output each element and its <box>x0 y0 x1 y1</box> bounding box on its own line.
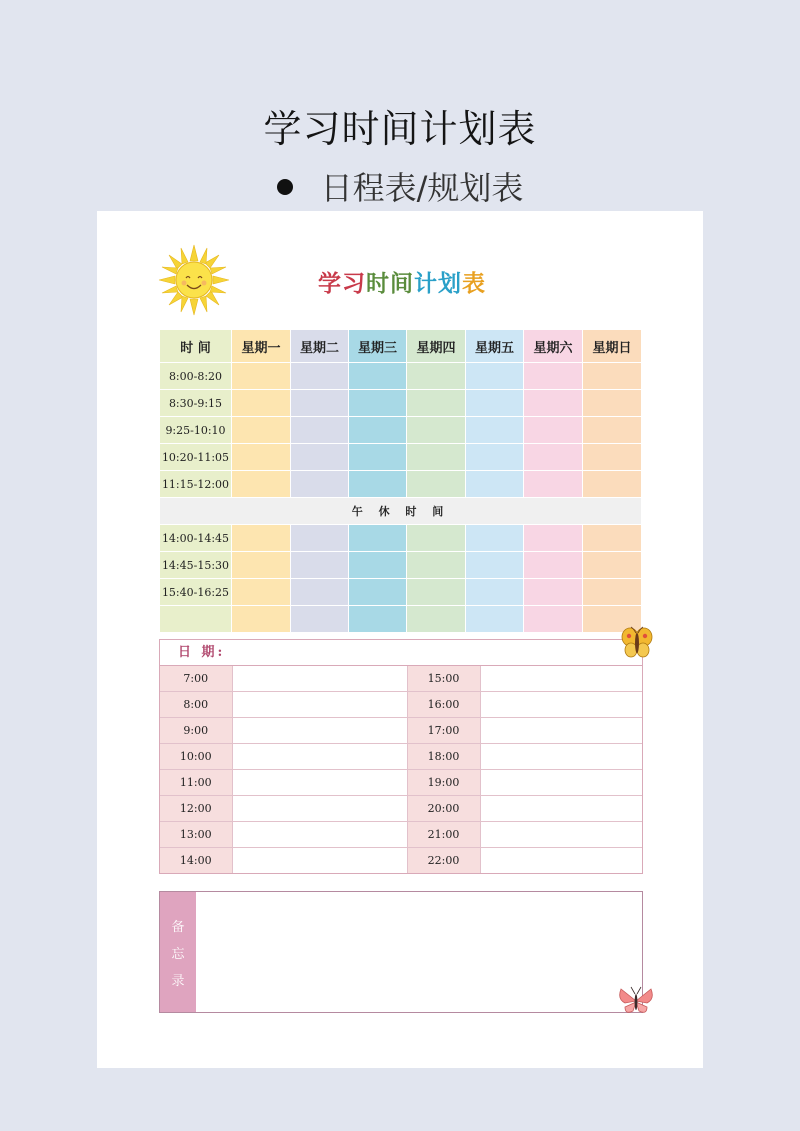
memo-label-char: 备 <box>171 919 185 935</box>
document-title <box>277 265 527 298</box>
table-row <box>160 666 642 692</box>
entry-cell[interactable] <box>232 848 407 874</box>
date-label: 日 期: <box>160 640 642 666</box>
title-part: 学习 <box>318 270 366 297</box>
schedule-cell[interactable] <box>291 471 349 498</box>
column-header: 时 间 <box>160 330 232 363</box>
schedule-cell[interactable] <box>524 552 583 579</box>
entry-cell[interactable] <box>232 796 407 822</box>
butterfly-icon <box>617 983 655 1019</box>
schedule-cell[interactable] <box>349 525 407 552</box>
column-header: 星期日 <box>583 330 642 363</box>
title-part: 计划 <box>414 270 462 297</box>
schedule-cell[interactable] <box>583 417 642 444</box>
time-cell: 15:00 <box>407 666 480 692</box>
lunch-break-row <box>160 498 642 525</box>
entry-cell[interactable] <box>480 744 642 770</box>
schedule-cell[interactable] <box>349 390 407 417</box>
schedule-cell[interactable] <box>466 606 524 633</box>
schedule-cell[interactable] <box>407 417 466 444</box>
bullet-icon <box>277 179 293 195</box>
schedule-cell[interactable] <box>407 444 466 471</box>
memo-label-char: 录 <box>171 973 185 989</box>
schedule-cell[interactable] <box>349 606 407 633</box>
time-cell: 11:15-12:00 <box>160 471 232 498</box>
column-header: 星期一 <box>232 330 291 363</box>
schedule-cell[interactable] <box>466 471 524 498</box>
time-cell: 22:00 <box>407 848 480 874</box>
table-row <box>160 552 642 579</box>
table-row <box>160 848 642 874</box>
entry-cell[interactable] <box>232 770 407 796</box>
time-cell: 7:00 <box>160 666 232 692</box>
entry-cell[interactable] <box>480 692 642 718</box>
schedule-cell[interactable] <box>583 525 642 552</box>
schedule-cell[interactable] <box>232 390 291 417</box>
entry-cell[interactable] <box>232 692 407 718</box>
schedule-cell[interactable] <box>232 471 291 498</box>
time-cell: 9:00 <box>160 718 232 744</box>
table-row <box>160 692 642 718</box>
table-row <box>160 606 642 633</box>
time-cell: 9:25-10:10 <box>160 417 232 444</box>
schedule-cell[interactable] <box>291 363 349 390</box>
time-cell: 20:00 <box>407 796 480 822</box>
time-cell: 11:00 <box>160 770 232 796</box>
weekly-schedule-table <box>159 329 642 633</box>
column-header: 星期六 <box>524 330 583 363</box>
schedule-cell[interactable] <box>407 579 466 606</box>
schedule-cell[interactable] <box>583 390 642 417</box>
time-cell: 19:00 <box>407 770 480 796</box>
entry-cell[interactable] <box>232 822 407 848</box>
title-part: 时间 <box>366 270 414 297</box>
schedule-cell[interactable] <box>349 471 407 498</box>
schedule-cell[interactable] <box>583 363 642 390</box>
table-row <box>160 471 642 498</box>
document-page <box>97 211 703 1068</box>
schedule-cell[interactable] <box>232 579 291 606</box>
schedule-cell[interactable] <box>232 363 291 390</box>
table-row <box>160 444 642 471</box>
schedule-cell[interactable] <box>524 606 583 633</box>
entry-cell[interactable] <box>232 744 407 770</box>
schedule-cell[interactable] <box>524 525 583 552</box>
schedule-cell[interactable] <box>466 552 524 579</box>
column-header: 星期五 <box>466 330 524 363</box>
table-row <box>160 822 642 848</box>
schedule-cell[interactable] <box>583 471 642 498</box>
column-header: 星期二 <box>291 330 349 363</box>
schedule-cell[interactable] <box>524 579 583 606</box>
time-cell: 18:00 <box>407 744 480 770</box>
time-cell: 17:00 <box>407 718 480 744</box>
schedule-cell[interactable] <box>524 363 583 390</box>
schedule-cell[interactable] <box>407 471 466 498</box>
table-row <box>160 417 642 444</box>
table-row <box>160 718 642 744</box>
schedule-cell[interactable] <box>524 390 583 417</box>
schedule-cell[interactable] <box>407 552 466 579</box>
butterfly-icon <box>619 625 655 661</box>
schedule-cell[interactable] <box>291 606 349 633</box>
title-part: 表 <box>462 270 486 297</box>
schedule-cell[interactable] <box>349 552 407 579</box>
schedule-cell[interactable] <box>407 606 466 633</box>
schedule-cell[interactable] <box>466 525 524 552</box>
schedule-cell[interactable] <box>232 417 291 444</box>
entry-cell[interactable] <box>232 718 407 744</box>
schedule-cell[interactable] <box>583 444 642 471</box>
schedule-cell[interactable] <box>349 417 407 444</box>
time-cell: 13:00 <box>160 822 232 848</box>
entry-cell[interactable] <box>480 770 642 796</box>
schedule-cell[interactable] <box>232 552 291 579</box>
column-header: 星期三 <box>349 330 407 363</box>
schedule-cell[interactable] <box>466 363 524 390</box>
column-header: 星期四 <box>407 330 466 363</box>
table-row <box>160 363 642 390</box>
schedule-cell[interactable] <box>291 552 349 579</box>
memo-box[interactable] <box>159 891 643 1013</box>
table-row <box>160 525 642 552</box>
schedule-cell[interactable] <box>232 606 291 633</box>
schedule-cell[interactable] <box>349 579 407 606</box>
table-row <box>160 744 642 770</box>
schedule-cell[interactable] <box>466 417 524 444</box>
page-title: 学习时间计划表 <box>263 107 537 151</box>
memo-label <box>160 892 196 1012</box>
time-cell: 21:00 <box>407 822 480 848</box>
time-cell: 15:40-16:25 <box>160 579 232 606</box>
entry-cell[interactable] <box>480 822 642 848</box>
time-cell: 14:00-14:45 <box>160 525 232 552</box>
schedule-cell[interactable] <box>524 471 583 498</box>
schedule-cell[interactable] <box>232 444 291 471</box>
time-cell: 10:20-11:05 <box>160 444 232 471</box>
schedule-cell[interactable] <box>291 525 349 552</box>
schedule-cell[interactable] <box>291 390 349 417</box>
page-subtitle <box>0 163 800 209</box>
time-cell: 10:00 <box>160 744 232 770</box>
entry-cell[interactable] <box>480 796 642 822</box>
time-cell: 14:45-15:30 <box>160 552 232 579</box>
schedule-cell[interactable] <box>583 579 642 606</box>
schedule-cell[interactable] <box>291 579 349 606</box>
entry-cell[interactable] <box>480 848 642 874</box>
time-cell: 12:00 <box>160 796 232 822</box>
sun-icon <box>157 243 231 317</box>
schedule-cell[interactable] <box>349 444 407 471</box>
schedule-cell[interactable] <box>583 552 642 579</box>
table-row <box>160 770 642 796</box>
time-cell: 16:00 <box>407 692 480 718</box>
table-row <box>160 579 642 606</box>
lunch-break-label: 午 休 时 间 <box>160 498 642 525</box>
schedule-cell[interactable] <box>524 444 583 471</box>
table-row <box>160 796 642 822</box>
schedule-cell[interactable] <box>407 363 466 390</box>
table-header-row <box>160 330 642 363</box>
schedule-cell[interactable] <box>291 444 349 471</box>
table-row <box>160 390 642 417</box>
time-cell: 8:30-9:15 <box>160 390 232 417</box>
time-cell <box>160 606 232 633</box>
daily-schedule-table <box>160 666 642 874</box>
time-cell: 8:00 <box>160 692 232 718</box>
schedule-cell[interactable] <box>407 390 466 417</box>
entry-cell[interactable] <box>480 666 642 692</box>
schedule-cell[interactable] <box>291 417 349 444</box>
subtitle-text: 日程表/规划表 <box>320 169 524 207</box>
schedule-cell[interactable] <box>232 525 291 552</box>
schedule-cell[interactable] <box>466 579 524 606</box>
time-cell: 14:00 <box>160 848 232 874</box>
schedule-cell[interactable] <box>524 417 583 444</box>
schedule-cell[interactable] <box>407 525 466 552</box>
entry-cell[interactable] <box>480 718 642 744</box>
schedule-cell[interactable] <box>349 363 407 390</box>
daily-schedule <box>159 639 643 874</box>
entry-cell[interactable] <box>232 666 407 692</box>
schedule-cell[interactable] <box>466 390 524 417</box>
schedule-cell[interactable] <box>466 444 524 471</box>
memo-label-char: 忘 <box>171 946 185 962</box>
time-cell: 8:00-8:20 <box>160 363 232 390</box>
